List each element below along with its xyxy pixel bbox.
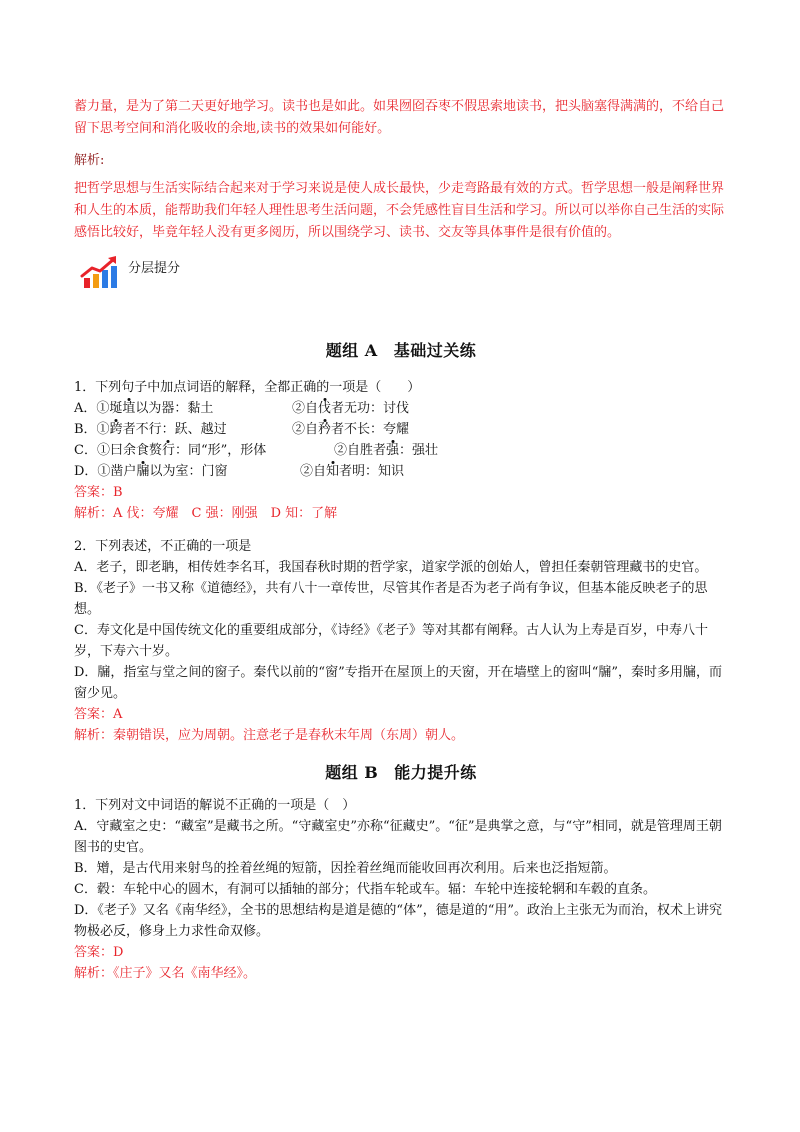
explanation: 解析：秦朝错误，应为周朝。注意老子是春秋末年周（东周）朝人。: [74, 728, 465, 743]
option-d: D．《老子》又名《南华经》，全书的思想结构是道是德的“体”，德是道的“用”。政治上主张无为而治，权术上讲究物极必反，修身上力求性命双修。: [74, 903, 723, 939]
group-b-title-suffix: 能力提升练: [394, 763, 477, 782]
question-stem: 2．下列表述，不正确的一项是: [74, 539, 252, 554]
option-text: 以为室：门窗: [149, 464, 228, 479]
dotted-word: 强: [386, 443, 400, 458]
document-page: [74, 96, 728, 996]
option-text: ②自胜者: [334, 443, 387, 458]
option-a: A．老子，即老聃，相传姓李名耳，我国春秋时期的哲学家，道家学派的创始人，曾担任秦朝管理藏书的史官。: [74, 560, 708, 575]
rising-bar-chart-icon: [80, 254, 120, 290]
option-text: ：强壮: [399, 443, 439, 458]
group-a-title-prefix: 题组 A: [325, 341, 378, 360]
question-stem: 1．下列句子中加点词语的解释，全都正确的一项是（ ）: [74, 380, 421, 395]
intro-paragraph: 蓄力量，是为了第二天更好地学习。读书也是如此。如果囫囵吞枣不假思索地读书，把头脑塞得满满的，不给自己留下思考空间和消化吸收的余地,读书的效果如何能好。: [74, 99, 725, 136]
option-a: [74, 398, 728, 419]
explanation: 解析：《庄子》又名《南华经》。: [74, 966, 257, 981]
option-text: B．①: [74, 422, 110, 437]
option-b: [74, 419, 728, 440]
option-text: ②自: [292, 401, 319, 416]
group-b-title-prefix: 题组 B: [325, 763, 379, 782]
explanation: 解析：A 伐：夸耀 C 强：刚强 D 知：了解: [74, 506, 338, 521]
group-a-question-1: [74, 377, 728, 524]
analysis-paragraph: 把哲学思想与生活实际结合起来对于学习来说是使人成长最快，少走弯路最有效的方式。哲学思想一般是阐释世界和人生的本质，能帮助我们年轻人理性思考生活问题，不会凭感性盲目生活和学习。所以可以举你自己生活的实际感悟比较好，毕竟年轻人没有更多阅历，所以围绕学习、读书、交友等具体事件是很有价值的。: [74, 181, 725, 240]
answer: 答案：D: [74, 945, 124, 960]
option-text: 者不长：夸耀: [331, 422, 410, 437]
option-b: B．《老子》一书又称《道德经》，共有八十一章传世，尽管其作者是否为老子尚有争议，但基本能反映老子的思想。: [74, 581, 708, 617]
group-b-title: [74, 760, 728, 783]
option-text: A．①埏: [74, 401, 123, 416]
analysis-label: 解析:: [74, 153, 105, 168]
option-text: 者明：知识: [339, 464, 405, 479]
option-c: [74, 440, 728, 461]
option-text: ：同“形”，形体: [174, 443, 267, 458]
layered-score-logo: [74, 252, 728, 292]
option-d: [74, 461, 728, 482]
option-text: ②自: [300, 464, 327, 479]
option-text: 者不行：跃、越过: [122, 422, 227, 437]
option-text: 者无功：讨伐: [331, 401, 410, 416]
dotted-word: 知: [326, 464, 340, 479]
answer: 答案：B: [74, 485, 123, 500]
group-a-title: [74, 338, 728, 361]
option-text: 以为器：黏土: [135, 401, 214, 416]
option-a: A．守藏室之史：“藏室”是藏书之所。“守藏室史”亦称“征藏史”。“征”是典掌之意，与“守”相同，就是管理周王朝图书的史官。: [74, 819, 722, 855]
option-c: C．寿文化是中国传统文化的重要组成部分，《诗经》《老子》等对其都有阐释。古人认为上寿是百岁，中寿八十岁，下寿六十岁。: [74, 623, 708, 659]
dotted-word: 跨: [109, 422, 123, 437]
dotted-word: 埴: [122, 401, 136, 416]
group-a-question-2: [74, 536, 728, 746]
option-text: ②自: [292, 422, 319, 437]
group-b-question-1: [74, 795, 728, 984]
option-c: C．毂：车轮中心的圆木，有洞可以插轴的部分；代指车轮或车。辐：车轮中连接轮辋和车毂的直条。: [74, 882, 656, 897]
option-d: D．牖，指室与堂之间的窗子。秦代以前的“窗”专指开在屋顶上的天窗，开在墙壁上的窗叫“牖”，秦时多用牖，而窗少见。: [74, 665, 723, 701]
dotted-word: 行: [161, 443, 175, 458]
answer: 答案：A: [74, 707, 123, 722]
group-a-title-suffix: 基础过关练: [393, 341, 477, 360]
question-stem: 1．下列对文中词语的解说不正确的一项是（ ）: [74, 798, 356, 813]
option-text: C．①曰余食赘: [74, 443, 162, 458]
dotted-word: 伐: [318, 401, 332, 416]
option-b: B．矰，是古代用来射鸟的拴着丝绳的短箭，因拴着丝绳而能收回再次利用。后来也泛指短箭。: [74, 861, 617, 876]
logo-text: 分层提分: [128, 260, 181, 276]
dotted-word: 矜: [318, 422, 332, 437]
dotted-word: 牖: [136, 464, 150, 479]
option-text: D．①凿户: [74, 464, 137, 479]
